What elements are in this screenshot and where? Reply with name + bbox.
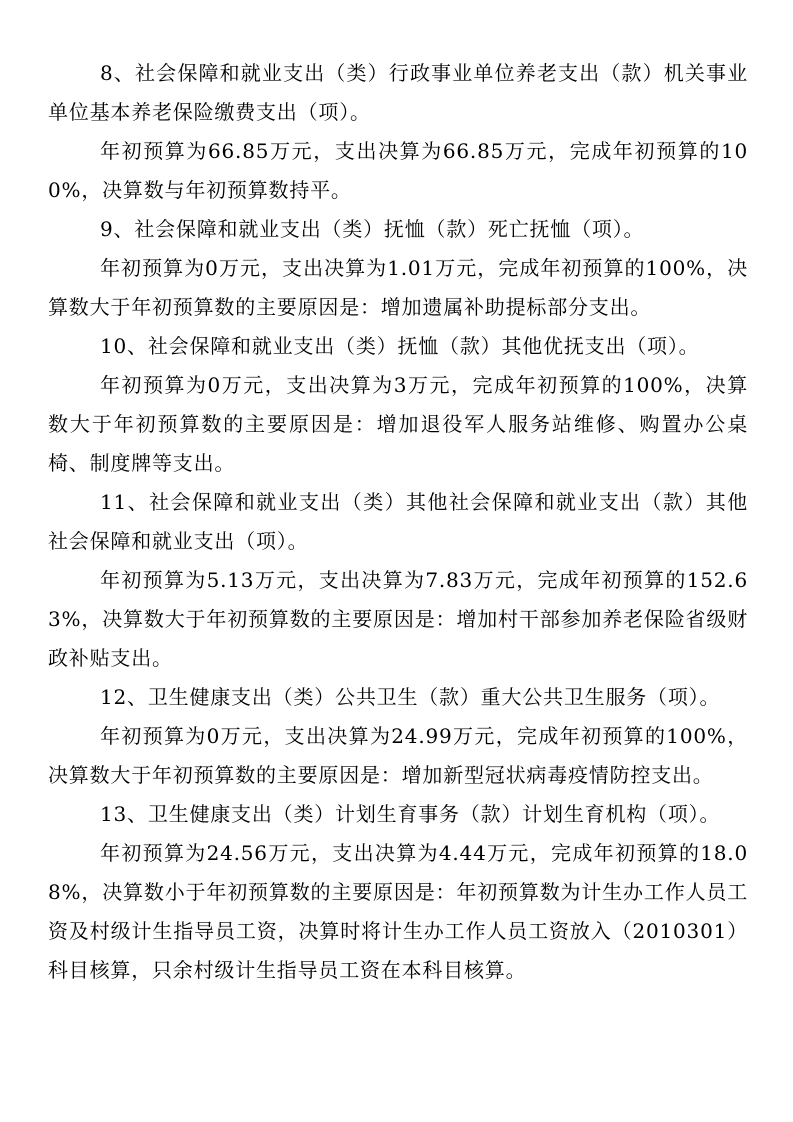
item-13-detail: 年初预算为24.56万元，支出决算为4.44万元，完成年初预算的18.08%，决算数小于年初预算数的主要原因是：年初预算数为计生办工作人员工资及村级计生指导员工资，决算时将计生办工作人员工资放入（2010301）科目核算，只余村级计生指导员工资在本科目核算。	[48, 841, 748, 982]
item-11-detail: 年初预算为5.13万元，支出决算为7.83万元，完成年初预算的152.63%，决算数大于年初预算数的主要原因是：增加村干部参加养老保险省级财政补贴支出。	[48, 568, 748, 670]
item-8-heading: 8、社会保障和就业支出（类）行政事业单位养老支出（款）机关事业单位基本养老保险缴费支出（项）。	[48, 61, 748, 124]
item-9-detail: 年初预算为0万元，支出决算为1.01万元，完成年初预算的100%，决算数大于年初预算数的主要原因是：增加遗属补助提标部分支出。	[48, 256, 748, 319]
item-10-heading: 10、社会保障和就业支出（类）抚恤（款）其他优抚支出（项）。	[100, 334, 700, 358]
item-11-heading: 11、社会保障和就业支出（类）其他社会保障和就业支出（款）其他社会保障和就业支出（项）。	[48, 490, 748, 553]
item-13-heading: 13、卫生健康支出（类）计划生育事务（款）计划生育机构（项）。	[100, 802, 721, 826]
item-10-detail: 年初预算为0万元，支出决算为3万元，完成年初预算的100%，决算数大于年初预算数的主要原因是：增加退役军人服务站维修、购置办公桌椅、制度牌等支出。	[48, 373, 748, 475]
document-body	[48, 54, 748, 990]
item-12-heading: 12、卫生健康支出（类）公共卫生（款）重大公共卫生服务（项）。	[100, 685, 721, 709]
item-9-heading: 9、社会保障和就业支出（类）抚恤（款）死亡抚恤（项）。	[100, 217, 645, 241]
item-8-detail: 年初预算为66.85万元，支出决算为66.85万元，完成年初预算的100%，决算数与年初预算数持平。	[48, 139, 748, 202]
item-12-detail: 年初预算为0万元，支出决算为24.99万元，完成年初预算的100%，决算数大于年初预算数的主要原因是：增加新型冠状病毒疫情防控支出。	[48, 724, 748, 787]
